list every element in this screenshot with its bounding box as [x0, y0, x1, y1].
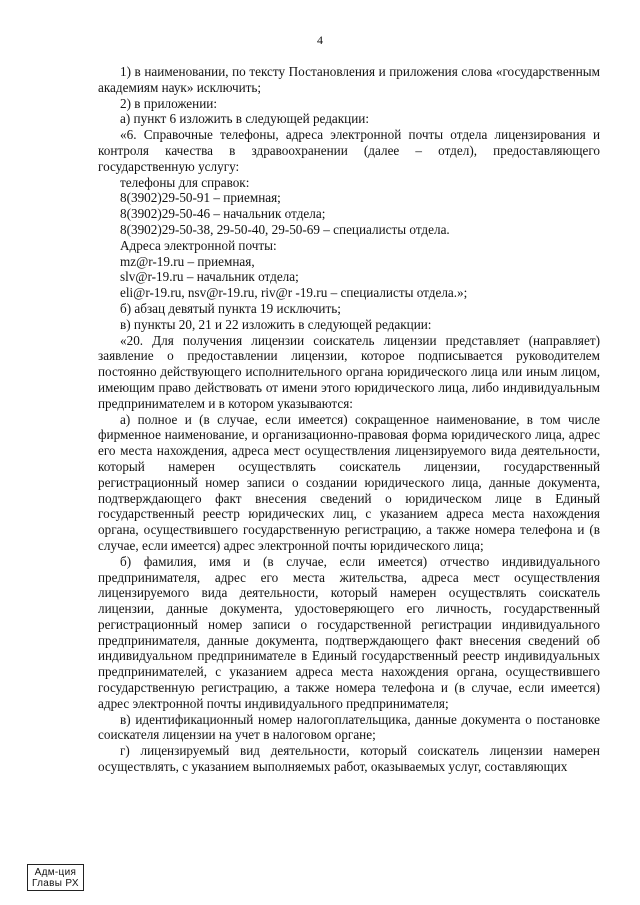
paragraph: в) идентификационный номер налогоплательщика, данные документа о постановке соискателя лицензии на учет в налоговом органе;	[98, 711, 600, 743]
stamp-line-1: Адм-ция	[34, 867, 77, 878]
paragraph: 8(3902)29-50-91 – приемная;	[120, 190, 281, 206]
paragraph: б) абзац девятый пункта 19 исключить;	[120, 300, 341, 316]
paragraph: mz@r-19.ru – приемная,	[120, 253, 255, 269]
paragraph: 8(3902)29-50-46 – начальник отдела;	[120, 206, 326, 222]
paragraph: 8(3902)29-50-38, 29-50-40, 29-50-69 – специалисты отдела.	[120, 221, 450, 237]
office-stamp	[27, 864, 84, 891]
paragraph: «20. Для получения лицензии соискатель лицензии представляет (направляет) заявление о предоставлении лицензии, которое подписывается руководителем постоянно действующего исполнительного органа юридического лица или иным лицом, имеющим право действовать от имени этого юридического лица, либо индивидуальным предпринимателем и в котором указываются:	[98, 332, 600, 411]
paragraph: б) фамилия, имя и (в случае, если имеется) отчество индивидуального предпринимателя, адрес его места жительства, адреса мест осуществления лицензируемого вида деятельности, который намерен осуществлять соискатель лицензии, данные документа, удостоверяющего его личность, государственный регистрационный номер записи о государственной регистрации индивидуального предпринимателя, данные документа, подтверждающего факт внесения сведений об индивидуальном предпринимателе в Единый государственный реестр индивидуальных предпринимателей, с указанием адреса места нахождения органа, осуществившего государственную регистрацию, а также номера телефона и (в случае, если имеется) адрес электронной почты индивидуального предпринимателя;	[98, 553, 600, 711]
paragraph: eli@r-19.ru, nsv@r-19.ru, riv@r -19.ru – специалисты отдела.»;	[120, 285, 468, 301]
paragraph: в) пункты 20, 21 и 22 изложить в следующей редакции:	[120, 316, 432, 332]
page-number: 4	[317, 33, 323, 47]
paragraph: slv@r-19.ru – начальник отдела;	[120, 269, 299, 285]
paragraph: Адреса электронной почты:	[120, 237, 277, 253]
document-body	[98, 64, 600, 775]
paragraph: а) полное и (в случае, если имеется) сокращенное наименование, в том числе фирменное наименование, и организационно-правовая форма юридического лица, адрес его места нахождения, адреса мест осуществления лицензируемого вида деятельности, который намерен осуществлять соискатель лицензии, государственный регистрационный номер записи о создании юридического лица, данные документа, подтверждающего факт внесения сведений о юридическом лице в Единый государственный реестр юридических лиц, с указанием адреса места нахождения органа, осуществившего государственную регистрацию, а также номера телефона и (в случае, если имеется) адрес электронной почты юридического лица;	[98, 411, 600, 553]
paragraph: г) лицензируемый вид деятельности, который соискатель лицензии намерен осуществлять, с указанием выполняемых работ, оказываемых услуг, составляющих	[98, 743, 600, 775]
paragraph: телефоны для справок:	[120, 174, 250, 190]
paragraph: «6. Справочные телефоны, адреса электронной почты отдела лицензирования и контроля качества в здравоохранении (далее – отдел), предоставляющего государственную услугу:	[98, 127, 600, 174]
paragraph: 2) в приложении:	[120, 95, 217, 111]
paragraph: а) пункт 6 изложить в следующей редакции:	[120, 111, 370, 127]
stamp-line-2: Главы РХ	[32, 878, 79, 889]
paragraph: 1) в наименовании, по тексту Постановления и приложения слова «государственным академиям наук» исключить;	[98, 64, 600, 95]
